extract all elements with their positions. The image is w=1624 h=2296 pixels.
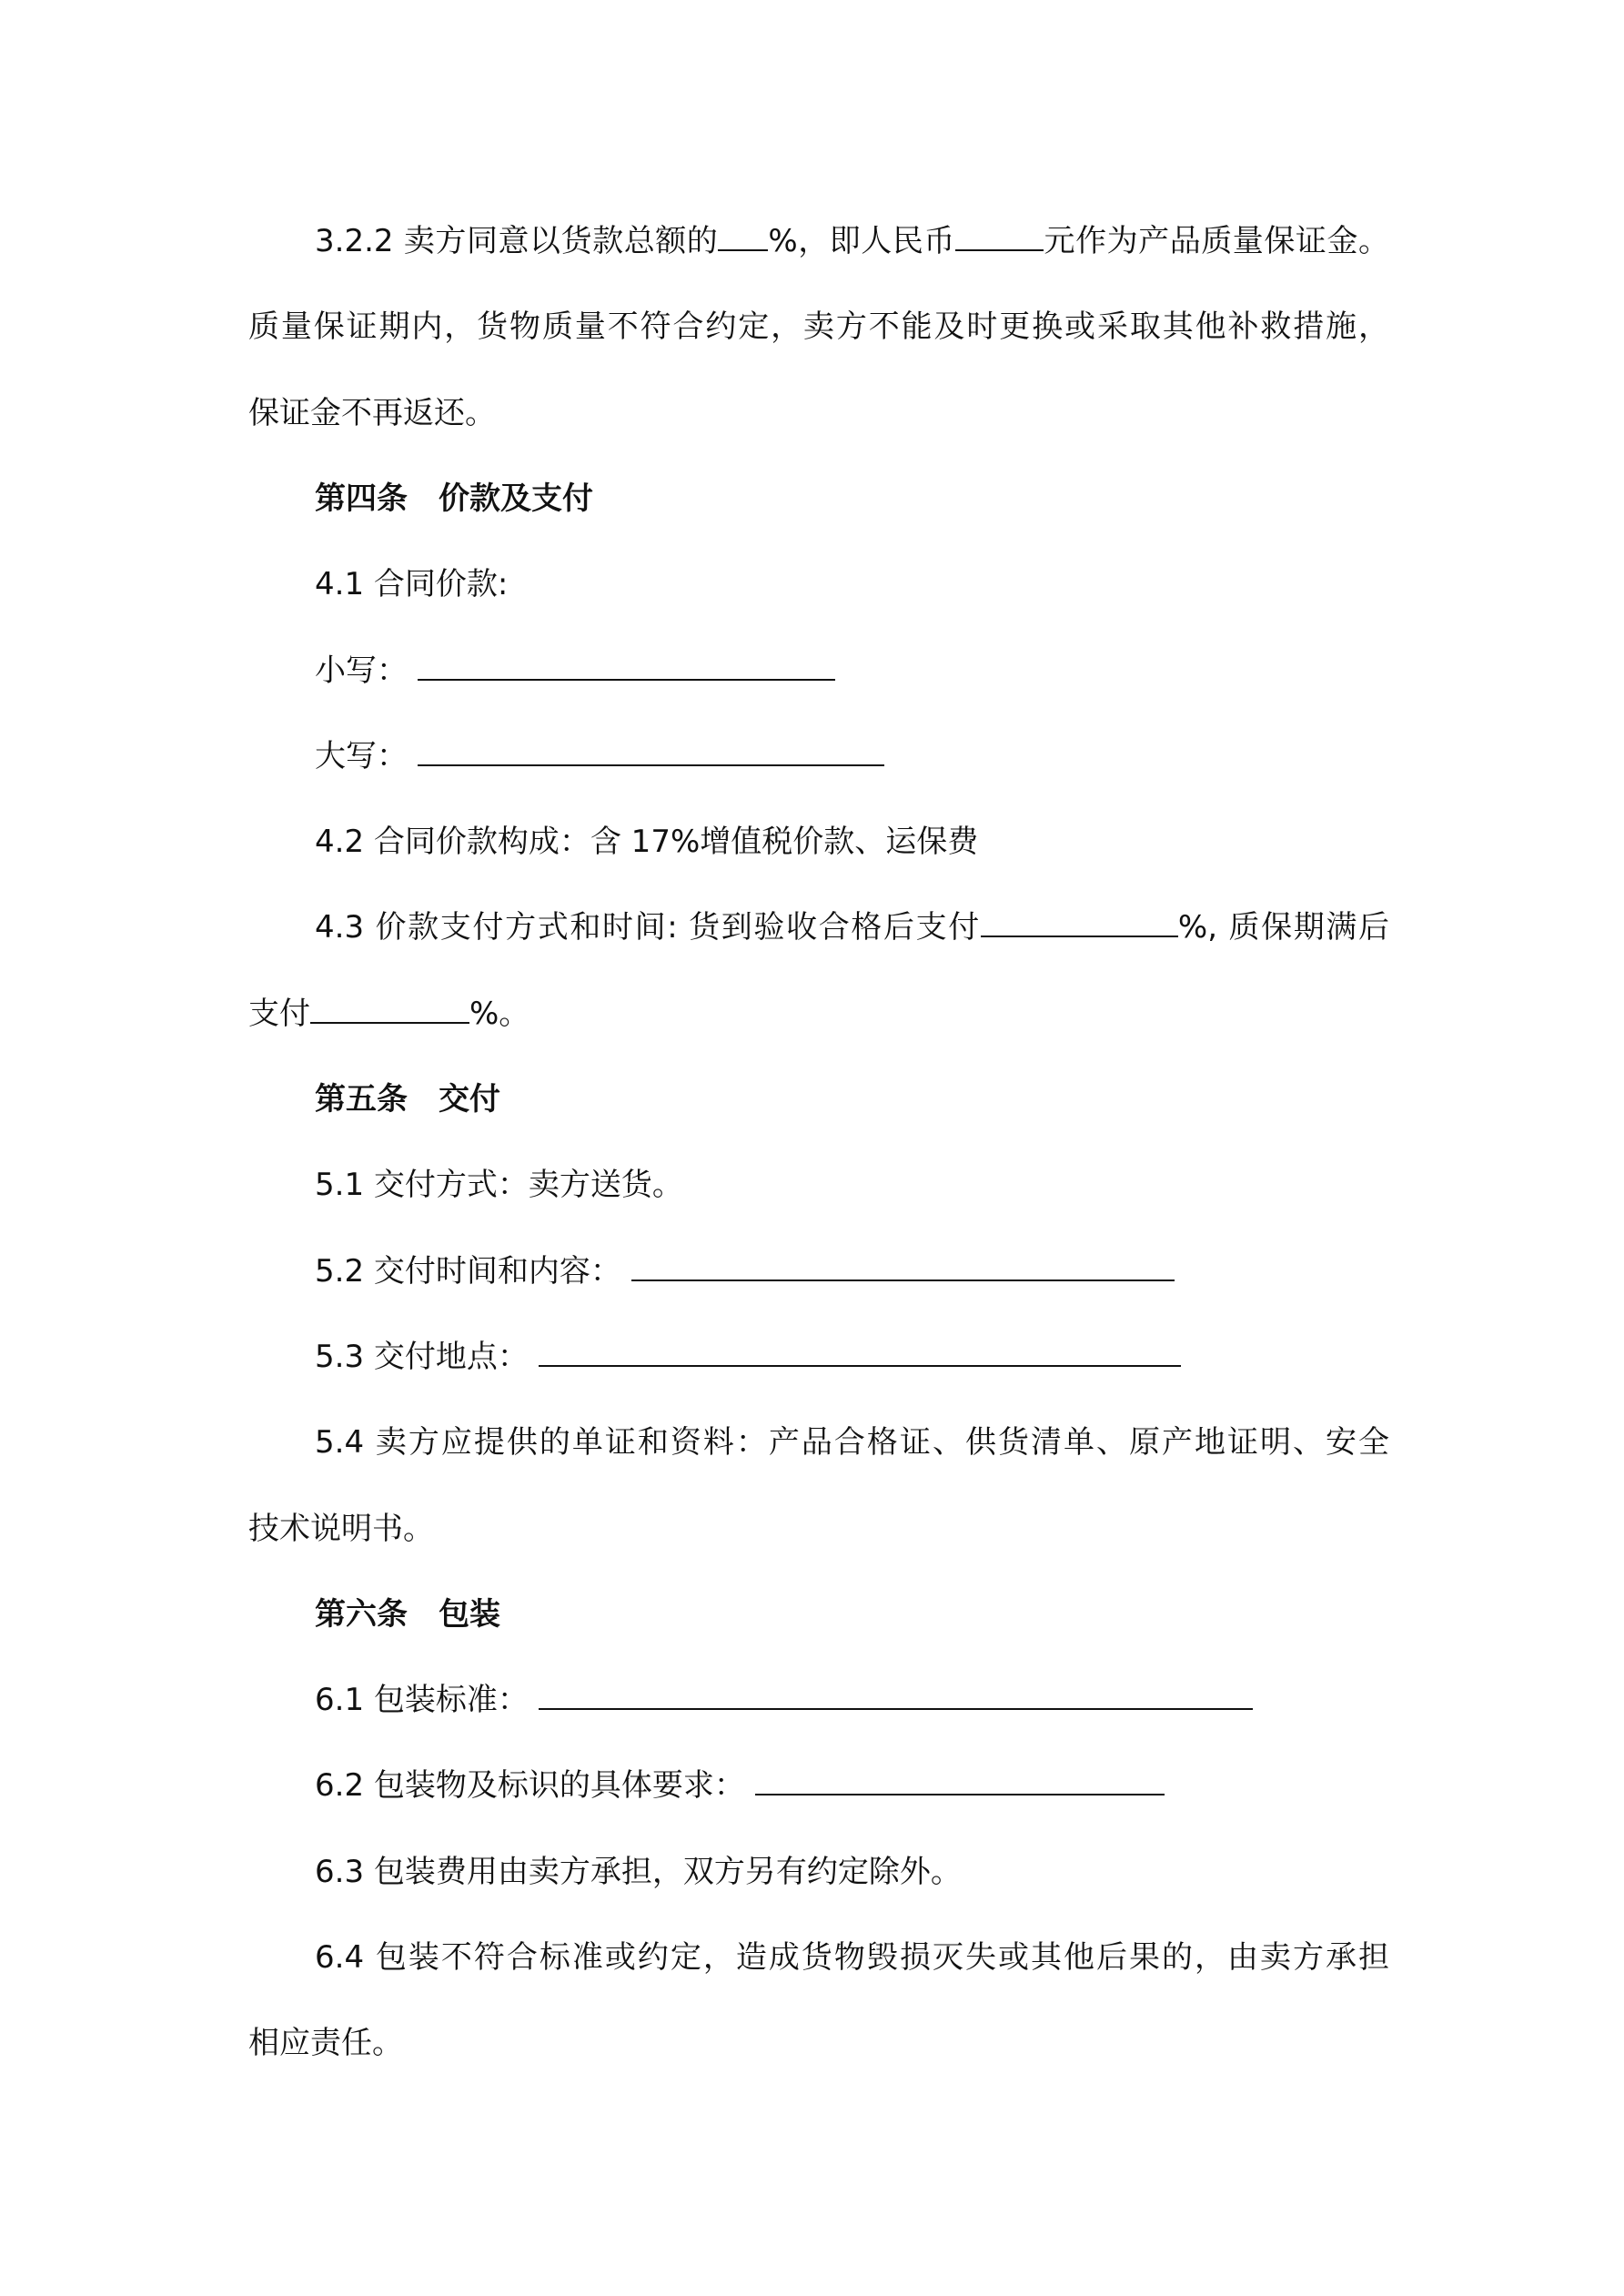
fill-in-blank[interactable] [631,1252,1175,1281]
paragraph-line [315,1915,1389,2000]
text-segment: %，即人民币 [768,223,955,259]
fill-in-blank[interactable] [718,222,768,251]
paragraph-line [315,541,508,627]
text-segment: 第四条 价款及支付 [315,480,593,517]
text-segment: 技术说明书。 [248,1510,434,1547]
text-segment: 6.3 包装费用由卖方承担，双方另有约定除外。 [315,1853,962,1890]
text-segment: 第五条 交付 [315,1081,500,1118]
fill-in-blank[interactable] [418,737,884,766]
text-segment: 大写： [315,737,418,774]
paragraph-line [248,1486,434,1572]
text-segment: 4.1 合同价款: [315,566,509,603]
text-segment: 4.2 合同价款构成：含 17%增值税价款、运保费 [315,824,979,861]
text-segment: 6.1 包装标准： [315,1682,539,1719]
text-segment: 5.3 交付地点： [315,1338,539,1375]
text-segment: 第六条 包装 [315,1595,500,1633]
text-segment: 5.2 交付时间和内容： [315,1252,631,1290]
fill-in-blank[interactable] [418,652,835,681]
text-segment: 元作为产品质量保证金。 [1043,223,1390,259]
fill-in-blank[interactable] [539,1338,1181,1367]
text-segment: 6.4 包装不符合标准或约定，造成货物毁损灭失或其他后果的，由卖方承担 [315,1939,1389,1976]
text-segment: 相应责任。 [248,2025,403,2062]
section-heading [315,1057,500,1142]
paragraph-line [248,284,1389,369]
paragraph-line [315,799,978,885]
paragraph-line [248,2000,403,2086]
paragraph-line [315,1400,1389,1485]
text-segment: 5.4 卖方应提供的单证和资料：产品合格证、供货清单、原产地证明、安全 [315,1424,1389,1462]
section-heading [315,1572,500,1657]
text-segment: 小写： [315,652,418,689]
text-segment: 支付 [248,995,310,1032]
text-segment: 4.3 价款支付方式和时间: 货到验收合格后支付 [315,909,981,946]
text-segment: 质量保证期内，货物质量不符合约定，卖方不能及时更换或采取其他补救措施， [248,308,1389,346]
fill-in-blank[interactable] [310,995,469,1024]
paragraph-line [315,1142,683,1228]
text-segment: %。 [469,995,530,1032]
paragraph-line [248,370,496,456]
paragraph-line [315,198,1389,284]
paragraph-line [315,1314,1181,1400]
text-segment: 6.2 包装物及标识的具体要求： [315,1767,755,1805]
text-segment: 3.2.2 卖方同意以货款总额的 [315,223,719,259]
paragraph-line [315,1657,1253,1743]
text-segment: %, 质保期满后 [1177,909,1389,946]
paragraph-line [248,971,530,1057]
paragraph-line [315,628,835,713]
fill-in-blank[interactable] [955,222,1044,251]
fill-in-blank[interactable] [539,1681,1253,1710]
fill-in-blank[interactable] [981,908,1178,937]
fill-in-blank[interactable] [755,1766,1165,1795]
paragraph-line [315,713,884,799]
text-segment: 5.1 交付方式：卖方送货。 [315,1167,683,1204]
paragraph-line [315,885,1389,970]
paragraph-line [315,1829,962,1915]
section-heading [315,456,593,541]
paragraph-line [315,1743,1165,1828]
text-segment: 保证金不再返还。 [248,394,496,431]
paragraph-line [315,1229,1175,1314]
